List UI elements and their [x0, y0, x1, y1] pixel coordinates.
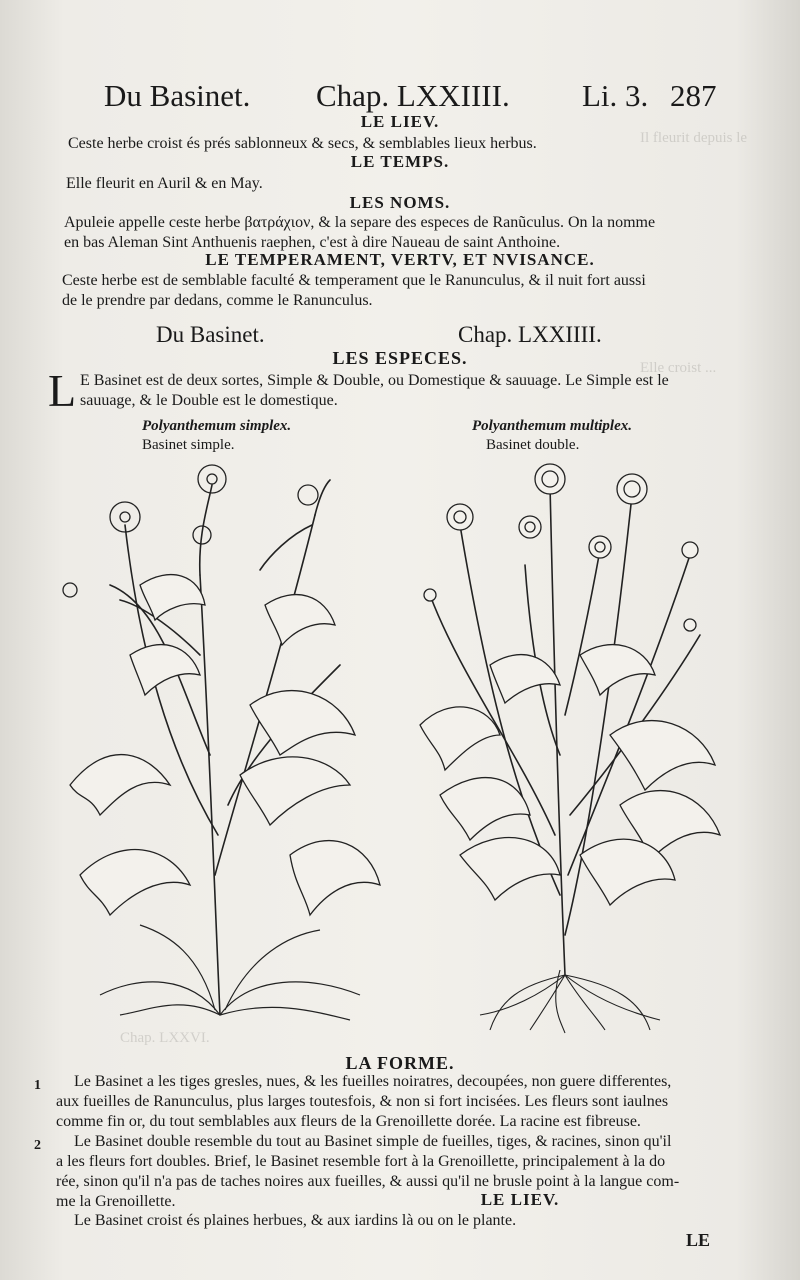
especes-line-1: E Basinet est de deux sortes, Simple & Double, ou Domestique & sauuage. Le Simple est le: [80, 372, 669, 389]
catchword: LE: [686, 1230, 711, 1250]
chapter-number: Chap. LXXIIII.: [458, 322, 602, 347]
section-title-forme: LA FORME.: [345, 1053, 455, 1073]
noms-line-2: en bas Aleman Sint Anthuenis raephen, c'est à dire Naueau de saint Anthoine.: [64, 234, 561, 251]
bleed-through-text: Il fleurit depuis le: [640, 130, 748, 146]
section-title-noms: LES NOMS.: [349, 193, 451, 212]
lieu-text: Ceste herbe croist és prés sablonneux & secs, & semblables lieux herbus.: [68, 135, 537, 152]
section-title-temps: LE TEMPS.: [350, 152, 450, 171]
figure-caption-double: Basinet double.: [486, 437, 580, 453]
header-title: Du Basinet.: [104, 78, 251, 113]
margin-note-2: 2: [34, 1138, 41, 1153]
drop-cap: L: [48, 365, 77, 416]
figure-caption-latin-double: Polyanthemum multiplex.: [472, 418, 633, 434]
forme-line-5: a les fleurs fort doubles. Brief, le Basinet resemble fort à la Grenoillette, principalement à la do: [56, 1153, 666, 1170]
forme-line-6: rée, sinon qu'il n'a pas de taches noires aux fueilles, & aussi qu'il ne brusle point à la langue com-: [56, 1173, 680, 1190]
lieu-2-text: Le Basinet croist és plaines herbues, & aux iardins là ou on le plante.: [74, 1212, 517, 1229]
page-number: 287: [670, 78, 717, 113]
temperament-line-1: Ceste herbe est de semblable faculté & temperament que le Ranunculus, & il nuit fort aussi: [62, 272, 646, 289]
bleed-through-text: Elle croist ...: [640, 360, 717, 376]
forme-line-3: comme fin or, du tout semblables aux fleurs de la Grenoillette dorée. La racine est fibreuse.: [56, 1113, 641, 1130]
figure-caption-simple: Basinet simple.: [142, 437, 235, 453]
section-title-temperament: LE TEMPERAMENT, VERTV, ET NVISANCE.: [205, 250, 595, 269]
section-title-lieu: LE LIEV.: [360, 112, 440, 131]
margin-note-1: 1: [34, 1078, 41, 1093]
header-book: Li. 3.: [582, 78, 649, 113]
bleed-through-text: Chap. LXXVI.: [120, 1030, 210, 1046]
noms-line-1: Apuleie appelle ceste herbe βατράχιον, & la separe des especes de Ranũculus. On la nomme: [64, 214, 656, 231]
woodcut-basinet-double: [400, 455, 730, 1035]
woodcut-basinet-simple: [50, 455, 390, 1035]
temperament-line-2: de le prendre par dedans, comme le Ranunculus.: [62, 292, 373, 309]
forme-line-7: me la Grenoillette.: [56, 1193, 176, 1210]
especes-line-2: sauuage, & le Double est le domestique.: [80, 392, 338, 409]
temps-text: Elle fleurit en Auril & en May.: [66, 175, 263, 192]
forme-line-2: aux fueilles de Ranunculus, plus larges toutesfois, & non si fort incisées. Les fleurs sont iaulnes: [56, 1093, 669, 1110]
chapter-title: Du Basinet.: [156, 322, 265, 347]
forme-line-1: Le Basinet a les tiges gresles, nues, & les fueilles noiratres, decoupées, non guere differentes,: [74, 1073, 672, 1090]
forme-line-4: Le Basinet double resemble du tout au Basinet simple de fueilles, tiges, & racines, sinon qu'il: [74, 1133, 672, 1150]
section-title-especes: LES ESPECES.: [332, 348, 468, 368]
figure-caption-latin-simple: Polyanthemum simplex.: [142, 418, 292, 434]
section-title-lieu-2: LE LIEV.: [480, 1190, 560, 1209]
header-chapter: Chap. LXXIIII.: [316, 78, 510, 113]
